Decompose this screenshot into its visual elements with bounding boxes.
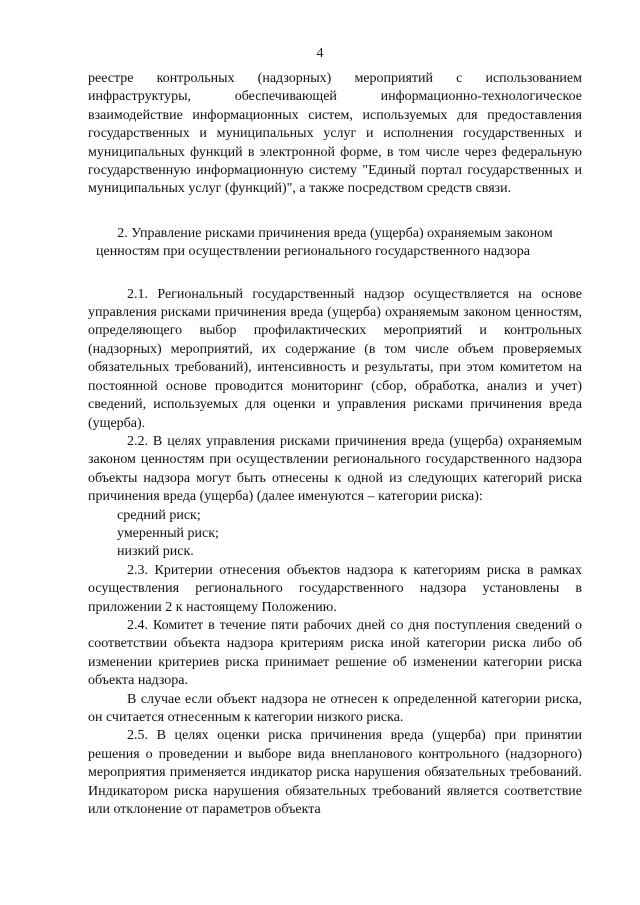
- paragraph-2-4: 2.4. Комитет в течение пяти рабочих дней со дня поступления сведений о соответствии объекта надзора критериям риска иной категории риска либо об изменении критериев риска принимает решение об изменении категории риска объекта надзора.: [88, 617, 582, 689]
- paragraph-2-1: 2.1. Региональный государственный надзор осуществляется на основе управления рисками причинения вреда (ущерба) охраняемым законом ценностям, определяющего выбор профилактических мероприятий и контрольных (надзорных) мероприятий, их содержание (в том числе объем проверяемых обязательных требований), интенсивность и результаты, при этом комитетом на постоянной основе проводится мониторинг (сбор, обработка, анализ и учет) сведений, используемых для оценки и управления рисками причинения вреда (ущерба).: [88, 286, 582, 431]
- paragraph-2-2: 2.2. В целях управления рисками причинения вреда (ущерба) охраняемым законом ценностям при осуществлении регионального государственного надзора объекты надзора могут быть отнесены к одной из следующих категорий риска причинения вреда (ущерба) (далее именуются – категории риска):: [88, 433, 582, 505]
- page-number: 4: [316, 46, 324, 61]
- paragraph-2-4-note: В случае если объект надзора не отнесен к определенной категории риска, он считается отнесенным к категории низкого риска.: [88, 691, 582, 725]
- paragraph-continuation: реестре контрольных (надзорных) мероприятий с использованием инфраструктуры, обеспечивающей информационно-технологическое взаимодействие информационных систем, используемых для предоставления государственных и муниципальных услуг и исполнения государственных и муниципальных функций в электронной форме, в том числе через федеральную государственную информационную систему "Единый портал государственных и муниципальных услуг (функций)", а также посредством средств связи.: [88, 71, 582, 197]
- document-body: [88, 70, 582, 819]
- section-heading: 2. Управление рисками причинения вреда (ущерба) охраняемым законом ценностям при осуществлении регионального государственного надзора: [96, 225, 553, 260]
- risk-list-item: низкий риск.: [117, 544, 194, 560]
- risk-list-item: умеренный риск;: [117, 525, 219, 541]
- paragraph-2-3: 2.3. Критерии отнесения объектов надзора к категориям риска в рамках осуществления регионального государственного надзора установлены в приложении 2 к настоящему Положению.: [88, 562, 582, 615]
- risk-list-item: средний риск;: [117, 507, 201, 523]
- paragraph-2-5: 2.5. В целях оценки риска причинения вреда (ущерба) при принятии решения о проведении и выборе вида внепланового контрольного (надзорного) мероприятия применяется индикатор риска нарушения обязательных требований. Индикатором риска нарушения обязательных требований является соответствие или отклонение от параметров объекта: [88, 728, 582, 818]
